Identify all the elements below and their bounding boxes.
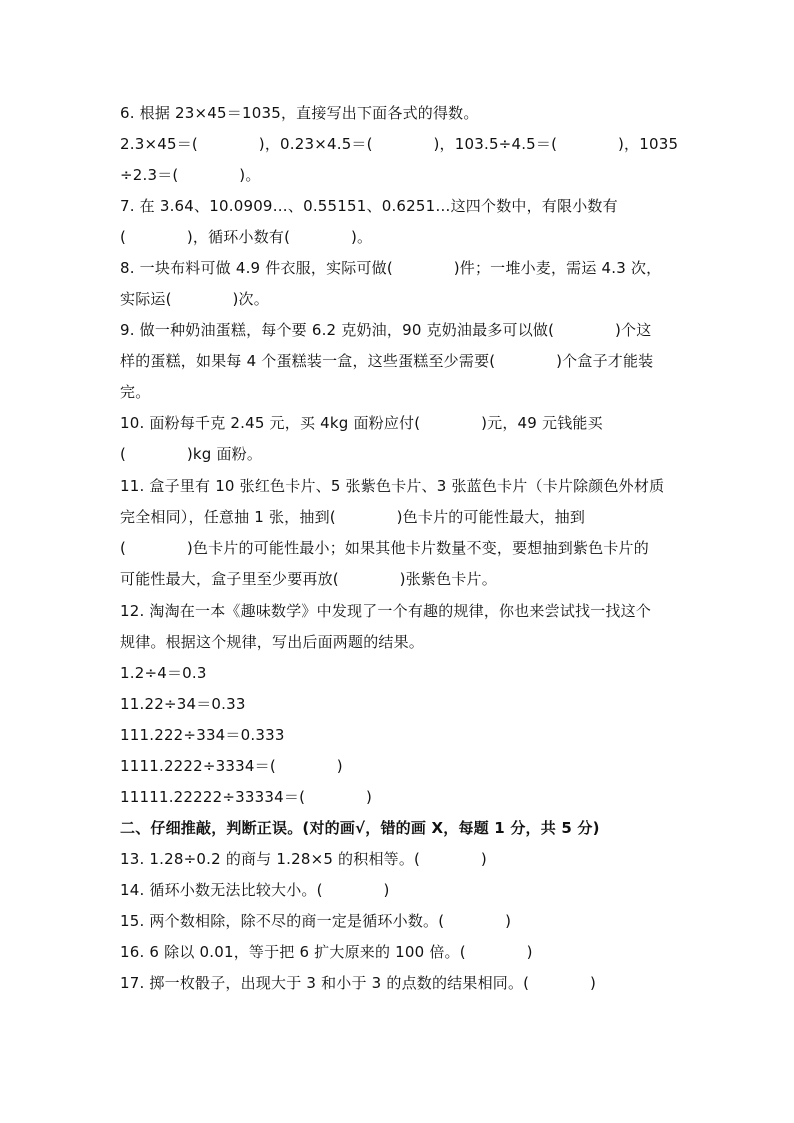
q6-line-2: 2.3×45＝( )，0.23×4.5＝( )，103.5÷4.5＝( )，1035 — [120, 135, 679, 153]
q7-stem: 7. 在 3.64、10.0909…、0.55151、0.6251…这四个数中，有限小数有 — [120, 197, 618, 215]
q12-line-2: 规律。根据这个规律，写出后面两题的结果。 — [120, 633, 425, 651]
q12-stem: 12. 淘淘在一本《趣味数学》中发现了一个有趣的规律，你也来尝试找一找这个 — [120, 602, 652, 620]
q16: 16. 6 除以 0.01，等于把 6 扩大原来的 100 倍。( ) — [120, 943, 533, 961]
q14: 14. 循环小数无法比较大小。( ) — [120, 881, 390, 899]
q6-line-3: ÷2.3＝( )。 — [120, 166, 261, 184]
q7-line-2: ( )，循环小数有( )。 — [120, 228, 373, 246]
q11-line-2: 完全相同），任意抽 1 张，抽到( )色卡片的可能性最大，抽到 — [120, 508, 586, 526]
q13: 13. 1.28÷0.2 的商与 1.28×5 的积相等。( ) — [120, 850, 487, 868]
q11-stem: 11. 盒子里有 10 张红色卡片、5 张紫色卡片、3 张蓝色卡片（卡片除颜色外材质 — [120, 477, 665, 495]
q8-line-2: 实际运( )次。 — [120, 290, 269, 308]
q12-pattern-4: 1111.2222÷3334＝( ) — [120, 757, 343, 775]
q11-line-3: ( )色卡片的可能性最小；如果其他卡片数量不变，要想抽到紫色卡片的 — [120, 539, 649, 557]
q9-line-3: 完。 — [120, 383, 151, 401]
q6-stem: 6. 根据 23×45＝1035，直接写出下面各式的得数。 — [120, 104, 479, 122]
q10-stem: 10. 面粉每千克 2.45 元，买 4kg 面粉应付( )元，49 元钱能买 — [120, 414, 603, 432]
q10-line-2: ( )kg 面粉。 — [120, 445, 263, 463]
q8-stem: 8. 一块布料可做 4.9 件衣服，实际可做( )件；一堆小麦，需运 4.3 次， — [120, 259, 662, 277]
q12-pattern-3: 111.222÷334＝0.333 — [120, 726, 285, 744]
section-2-heading: 二、仔细推敲，判断正误。(对的画√，错的画 X，每题 1 分，共 5 分) — [120, 819, 600, 837]
q9-line-2: 样的蛋糕，如果每 4 个蛋糕装一盒，这些蛋糕至少需要( )个盒子才能装 — [120, 352, 654, 370]
q11-line-4: 可能性最大，盒子里至少要再放( )张紫色卡片。 — [120, 570, 497, 588]
q12-pattern-2: 11.22÷34＝0.33 — [120, 695, 246, 713]
q15: 15. 两个数相除，除不尽的商一定是循环小数。( ) — [120, 912, 512, 930]
q17: 17. 掷一枚骰子，出现大于 3 和小于 3 的点数的结果相同。( ) — [120, 974, 597, 992]
q9-stem: 9. 做一种奶油蛋糕，每个要 6.2 克奶油，90 克奶油最多可以做( )个这 — [120, 321, 652, 339]
q12-pattern-1: 1.2÷4＝0.3 — [120, 664, 207, 682]
q12-pattern-5: 11111.22222÷33334＝( ) — [120, 788, 372, 806]
